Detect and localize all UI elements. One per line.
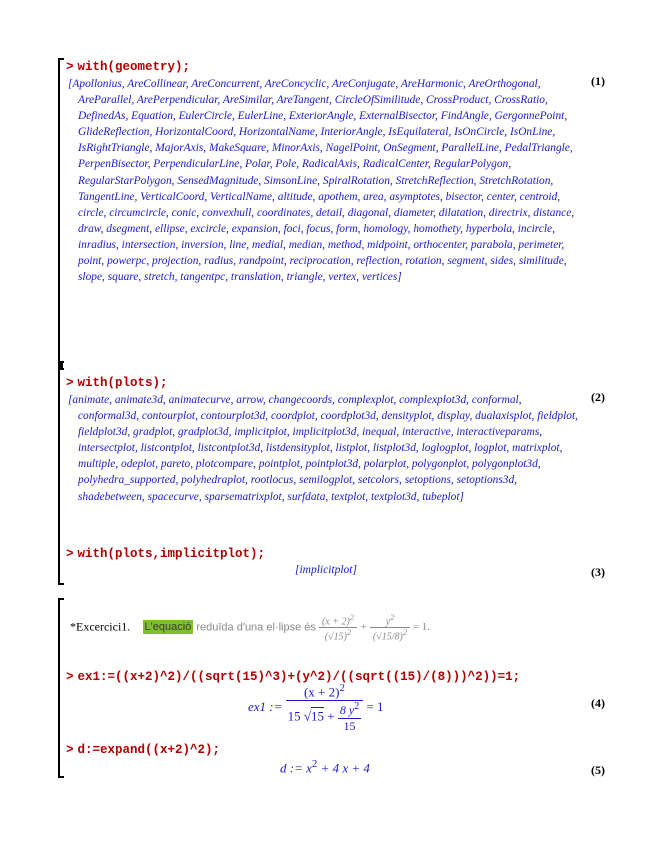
command-text[interactable]: d:=expand((x+2)^2); bbox=[77, 743, 221, 757]
equation-label-1: (1) bbox=[591, 74, 605, 88]
equation-label-4: (4) bbox=[591, 696, 605, 710]
prompt-marker: > bbox=[66, 547, 74, 561]
bracket-bottom-tick bbox=[58, 583, 64, 585]
ex1-fraction: $(x + 2)^2$ 15 √15 + $\frac{8 y^2}{15}$ bbox=[286, 682, 364, 734]
fraction-y: $\frac{y^2}{(√15/8)^2}$ bbox=[370, 613, 410, 643]
output-ex1 bbox=[248, 682, 384, 734]
output-list-plots: [animate, animate3d, animatecurve, arrow, changecoords, complexplot, complexplot3d, conformal, conformal3d, contourplot, contourplot3d, coordplot, coordplot3d, densityplot, display, dualaxisplot, fieldplot, fieldplot3d, gradplot, gradplot3d, implicitplot, implicitplot3d, inequal, interactive, interactiveparams, intersectplot, listcontplot, listcontplot3d, listdensityplot, listplot, listplot3d, loglogplot, logplot, matrixplot, multiple, odeplot, pareto, plotcompare, pointplot, pointplot3d, polarplot, polygonplot, polygonplot3d, polyhedra_supported, polyhedraplot, rootlocus, semilogplot, setcolors, setoptions, setoptions3d, shadebetween, spacecurve, sparsematrixplot, surfdata, textplot, textplot3d, tubeplot] bbox=[68, 394, 579, 503]
exercise-label: *Excercici1. bbox=[70, 619, 131, 634]
fraction-x: $\frac{(x + 2)^2}{(√15)^2}$ bbox=[319, 613, 357, 643]
rhs: = 1 bbox=[366, 699, 384, 715]
output-d: d := $x^2 + 4$ x + 4 bbox=[280, 758, 370, 776]
command-text[interactable]: with(geometry); bbox=[77, 60, 191, 74]
output-implicitplot: [implicitplot] bbox=[295, 564, 357, 576]
equation-label-3: (3) bbox=[591, 565, 605, 579]
input-line-2[interactable] bbox=[66, 376, 168, 390]
prompt-marker: > bbox=[66, 376, 74, 390]
output-list-geometry: [Apollonius, AreCollinear, AreConcurrent, AreConcyclic, AreConjugate, AreHarmonic, AreOrthogonal, AreParallel, ArePerpendicular, AreSimilar, AreTangent, CircleOfSimilitude, CrossProduct, CrossRatio, DefinedAs, Equation, EulerCircle, EulerLine, ExteriorAngle, ExternalBisector, FindAngle, GergonnePoint, GlideReflection, HorizontalCoord, HorizontalName, InteriorAngle, IsEquilateral, IsOnCircle, IsOnLine, IsRightTriangle, MajorAxis, MakeSquare, MinorAxis, NagelPoint, OnSegment, ParallelLine, PedalTriangle, PerpenBisector, PerpendicularLine, Polar, Pole, RadicalAxis, RadicalCenter, RegularPolygon, RegularStarPolygon, SensedMagnitude, SimsonLine, SpiralRotation, StretchReflection, StretchRotation, TangentLine, VerticalCoord, VerticalName, altitude, apothem, area, asymptotes, bisector, center, centroid, circle, circumcircle, conic, convexhull, coordinates, detail, diagonal, diameter, dilatation, directrix, distance, draw, dsegment, ellipse, excircle, expansion, foci, focus, form, homology, homothety, hyperbola, incircle, inradius, intersection, inversion, line, medial, median, method, midpoint, orthocenter, parabola, perimeter, point, powerpc, projection, radius, randpoint, reciprocation, reflection, rotation, segment, sides, similitude, slope, square, stretch, tangentpc, translation, triangle, vertex, vertices] bbox=[68, 78, 575, 284]
section-exercise bbox=[58, 598, 618, 778]
command-text[interactable]: with(plots,implicitplot); bbox=[77, 547, 266, 561]
bracket-top-tick bbox=[58, 368, 64, 370]
group-bracket[interactable] bbox=[58, 368, 60, 546]
command-text[interactable]: ex1:=((x+2)^2)/((sqrt(15)^3)+(y^2)/((sqrt((15)/(8)))^2))=1; bbox=[77, 670, 521, 684]
bracket-bottom-tick bbox=[58, 776, 64, 778]
prompt-marker: > bbox=[66, 60, 74, 74]
prompt-marker: > bbox=[66, 743, 74, 757]
bracket-top-tick bbox=[58, 598, 64, 600]
input-line-5[interactable] bbox=[66, 743, 220, 757]
input-line-3[interactable] bbox=[66, 547, 265, 561]
execution-group-implicitplot bbox=[58, 545, 618, 585]
bracket-top-tick bbox=[58, 58, 64, 60]
command-text[interactable]: with(plots); bbox=[77, 376, 168, 390]
ellipse-formula: $\frac{(x + 2)^2}{(√15)^2}$ + $\frac{y^2}{(√15/8)^2}$ = 1. bbox=[319, 621, 430, 633]
highlighted-word: L'equació bbox=[144, 621, 192, 634]
exercise-text: reduïda d'una el·lipse és bbox=[196, 621, 316, 634]
group-bracket[interactable] bbox=[58, 545, 60, 585]
prompt-marker: > bbox=[66, 670, 74, 684]
section-bracket[interactable] bbox=[58, 598, 60, 778]
equation-label-5: (5) bbox=[591, 763, 605, 777]
lhs: ex1 := bbox=[248, 699, 283, 715]
execution-group-plots bbox=[58, 368, 618, 546]
group-bracket[interactable] bbox=[58, 58, 60, 363]
equation-label-2: (2) bbox=[591, 390, 605, 404]
execution-group-geometry bbox=[58, 58, 618, 363]
exercise-statement bbox=[70, 613, 430, 643]
input-line-1[interactable] bbox=[66, 60, 190, 74]
